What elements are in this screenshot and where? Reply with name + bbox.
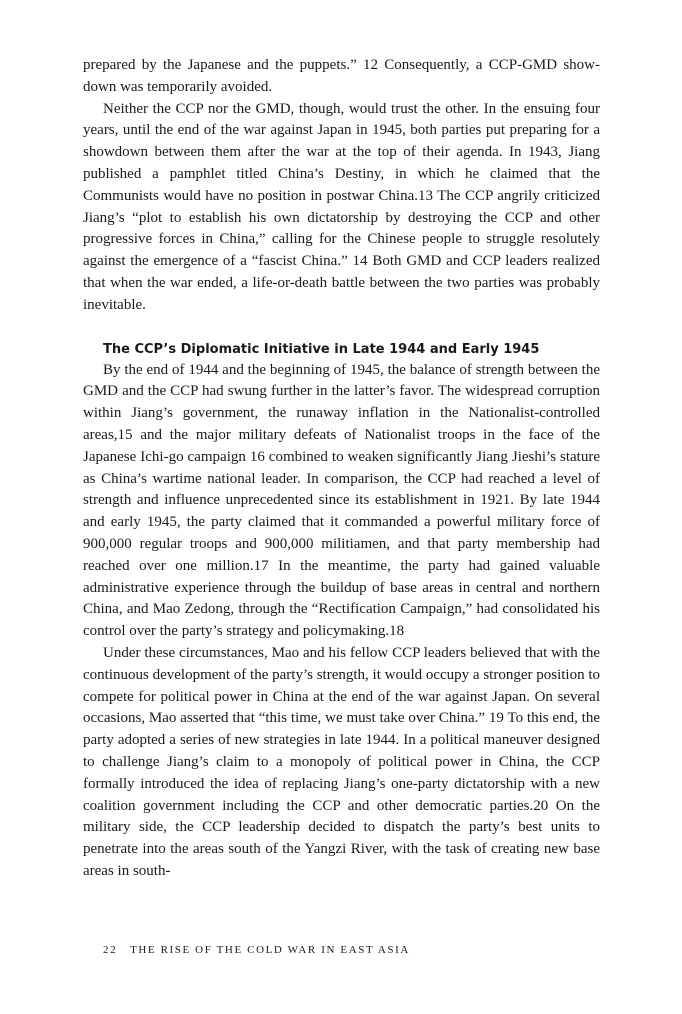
page-body — [83, 55, 600, 883]
page-number: 22 — [103, 944, 118, 956]
paragraph: Under these circumstances, Mao and his fellow CCP leaders believed that with the continuous development of the party’s strength, it would occupy a stronger position to compete for political power in China at the end of the war against Japan. On several occasions, Mao asserted that “this time, we must take over China.” 19 To this end, the party adopted a series of new strategies in late 1944. In a political maneuver designed to challenge Jiang’s claim to a monopoly of political power in China, the CCP formally introduced the idea of replacing Jiang’s one-party dictatorship with a new coalition government including the CCP and other democratic parties.20 On the military side, the CCP leadership decided to dispatch the party’s best units to penetrate into the areas south of the Yangzi River, with the task of creating new base areas in south- — [83, 644, 600, 879]
paragraph: By the end of 1944 and the beginning of 1945, the balance of strength between the GMD and the CCP had swung further in the latter’s favor. The widespread corruption within Jiang’s government, the runaway inflation in the Nationalist-controlled areas,15 and the major military defeats of Nationalist troops in the face of the Japanese Ichi-go campaign 16 combined to weaken significantly Jiang Jieshi’s stature as China’s wartime national leader. In comparison, the CCP had reached a level of strength and influence unprecedented since its establishment in 1921. By late 1944 and early 1945, the party claimed that it commanded a powerful military force of 900,000 regular troops and 900,000 militiamen, and that party membership had reached over one million.17 In the meantime, the party had gained valuable administrative experience through the buildup of base areas in central and northern China, and Mao Zedong, through the “Rectification Campaign,” had consolidated his control over the party’s strategy and policymaking.18 — [83, 361, 600, 640]
section-heading: The CCP’s Diplomatic Initiative in Late 1944 and Early 1945 — [103, 341, 540, 357]
paragraph: Neither the CCP nor the GMD, though, would trust the other. In the ensuing four years, until the end of the war against Japan in 1945, both parties put preparing for a showdown between them after the war at the top of their agenda. In 1943, Jiang published a pamphlet titled China’s Destiny, in which he claimed that the Communists would have no position in postwar China.13 The CCP angrily criticized Jiang’s “plot to establish his own dictatorship by destroying the CCP and other progressive forces in China,” calling for the Chinese people to struggle resolutely against the emergence of a “fascist China.” 14 Both GMD and CCP leaders realized that when the war ended, a life-or-death battle between the two parties was probably inevitable. — [83, 100, 600, 313]
paragraph-continued: prepared by the Japanese and the puppets.” 12 Consequently, a CCP-GMD showdown was temporarily avoided. — [83, 57, 600, 95]
page-footer — [103, 944, 410, 956]
running-title: THE RISE OF THE COLD WAR IN EAST ASIA — [130, 944, 410, 956]
